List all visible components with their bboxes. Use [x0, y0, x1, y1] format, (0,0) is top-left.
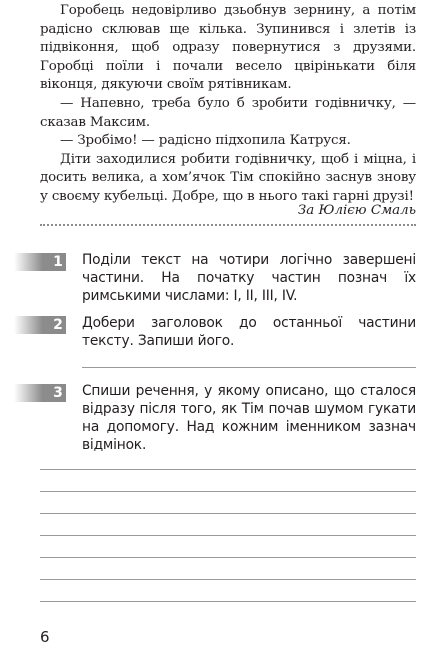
- story-paragraph-2: — Напевно, треба було б зробити годівничку, — сказав Максим.: [40, 95, 416, 130]
- answer-line[interactable]: [40, 557, 416, 558]
- story-author: За Юлією Смаль: [297, 203, 416, 218]
- task-number-badge: [14, 316, 66, 334]
- answer-line[interactable]: [40, 513, 416, 514]
- task-number-badge: [14, 384, 66, 402]
- answer-line[interactable]: [40, 469, 416, 470]
- story-paragraph-1: Горобець недовірливо дзьобнув зернину, а потім радісно склював ще кілька. Зупинився і злетів із підвіконня, щоб одразу повернутися з друзями. Горобці поїли і почали весело цвірінькати біля віконця, дякуючи своїм рятівникам.: [40, 3, 416, 93]
- answer-line[interactable]: [40, 579, 416, 580]
- page-number: 6: [40, 628, 50, 646]
- answer-line[interactable]: [40, 601, 416, 602]
- story-text: [40, 2, 416, 207]
- task-number: 1: [53, 254, 63, 270]
- task-instruction: Добери заголовок до останньої частини тексту. Запиши його.: [82, 315, 416, 349]
- dotted-divider: [40, 224, 416, 226]
- task-instruction: Поділи текст на чотири логічно завершені частини. На початку частин познач їх римськими числами: I, II, III, IV.: [82, 252, 416, 304]
- task-number: 2: [53, 317, 63, 333]
- answer-line[interactable]: [40, 535, 416, 536]
- task-number-badge: [14, 253, 66, 271]
- answer-line[interactable]: [40, 491, 416, 492]
- task-instruction: Спиши речення, у якому описано, що сталося відразу після того, як Тім почав шумом гукати на допомогу. Над кожним іменником зазнач відмінок.: [82, 383, 416, 453]
- task-number: 3: [53, 385, 63, 401]
- answer-line[interactable]: [82, 367, 416, 368]
- story-paragraph-4: Діти заходилися робити годівничку, щоб і міцна, і досить велика, а хом’ячок Тім спокійно заснув знову у своєму кубельці. Добре, що в нього такі гарні друзі!: [40, 151, 416, 204]
- story-paragraph-3: — Зробімо! — радісно підхопила Катруся.: [60, 133, 351, 149]
